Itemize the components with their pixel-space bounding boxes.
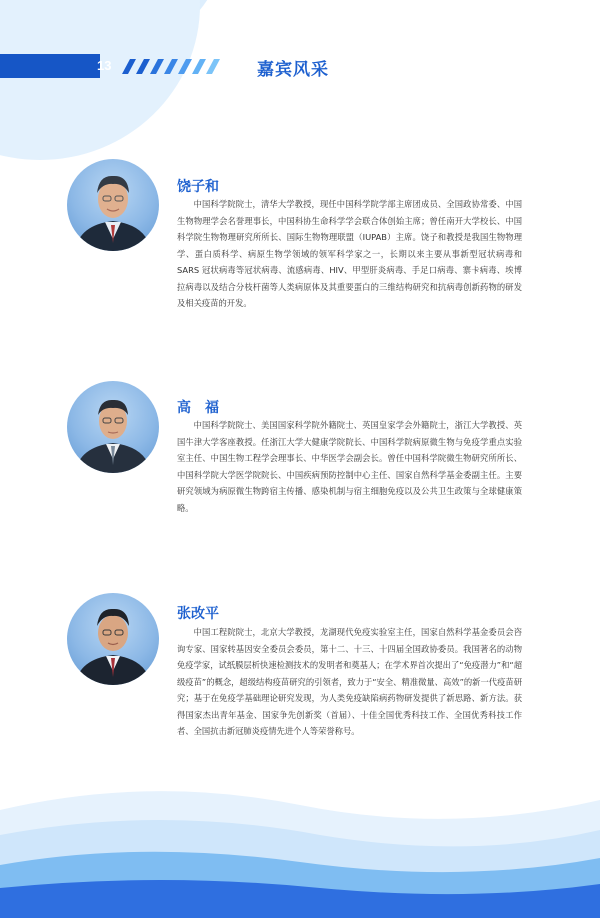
header-stripes <box>118 59 228 74</box>
profile-bio: 中国工程院院士，北京大学教授，龙湖现代免疫实验室主任，国家自然科学基金委员会咨询专家、国家转基因安全委员会委员，第十二、十三、十四届全国政协委员。我国著名的动物免疫学家，试纸膜层析快速检测技术的发明者和奠基人；在学术界首次提出了“免疫潜力”和“超级疫苗”的概念，超级结构疫苗研究的引领者，致力于“安全、精准微量、高效”的新一代疫苗研究；基于在免疫学基础理论研究发现，为人类免疫缺陷病药物研发提供了新思路、新方法。获得国家杰出青年基金、国家争先创新奖（首届）、十佳全国优秀科技工作、全国优秀科技工作者、全国抗击新冠肺炎疫情先进个人等荣誉称号。 <box>177 627 522 736</box>
page-title: 嘉宾风采 <box>257 60 329 80</box>
header-bar <box>0 54 100 78</box>
profile-name: 张改平 <box>177 606 219 622</box>
avatar <box>67 159 159 251</box>
bottom-wave <box>0 780 600 918</box>
avatar <box>67 381 159 473</box>
profile-name: 饶子和 <box>177 179 219 195</box>
profile-bio: 中国科学院院士、美国国家科学院外籍院士、英国皇家学会外籍院士，浙江大学教授、英国牛津大学客座教授。任浙江大学大健康学院院长、中国科学院病原微生物与免疫学重点实验室主任、中国生物工程学会理事长、中华医学会副会长。曾任中国科学院微生物研究所所长、中国科学院大学医学院院长、中国疾病预防控制中心主任、国家自然科学基金委副主任。主要研究领域为病原微生物跨宿主传播、感染机制与宿主细胞免疫以及公共卫生政策与全球健康策略。 <box>177 420 522 513</box>
profile-bio: 中国科学院院士，清华大学教授，现任中国科学院学部主席团成员、全国政协常委、中国生物物理学会名誉理事长，中国科协生命科学学会联合体创始主席；曾任南开大学校长、中国科学院生物物理研究所所长、国际生物物理联盟（IUPAB）主席。饶子和教授是我国生物物理学、蛋白质科学、病原生物学领域的领军科学家之一，长期以来主要从事新型冠状病毒和 SARS 冠状病毒等冠状病毒、流感病毒、HIV、甲型肝炎病毒、手足口病毒、寨卡病毒、埃博拉病毒以及结合分枝杆菌等人类病原体及其重要蛋白的三维结构研究和抗病毒创新药物的研发及相关疫苗的开发。 <box>177 199 522 308</box>
decorative-circle <box>0 0 200 160</box>
page-number: 13 <box>97 58 112 73</box>
profile-name: 高 福 <box>177 400 219 416</box>
avatar <box>67 593 159 685</box>
